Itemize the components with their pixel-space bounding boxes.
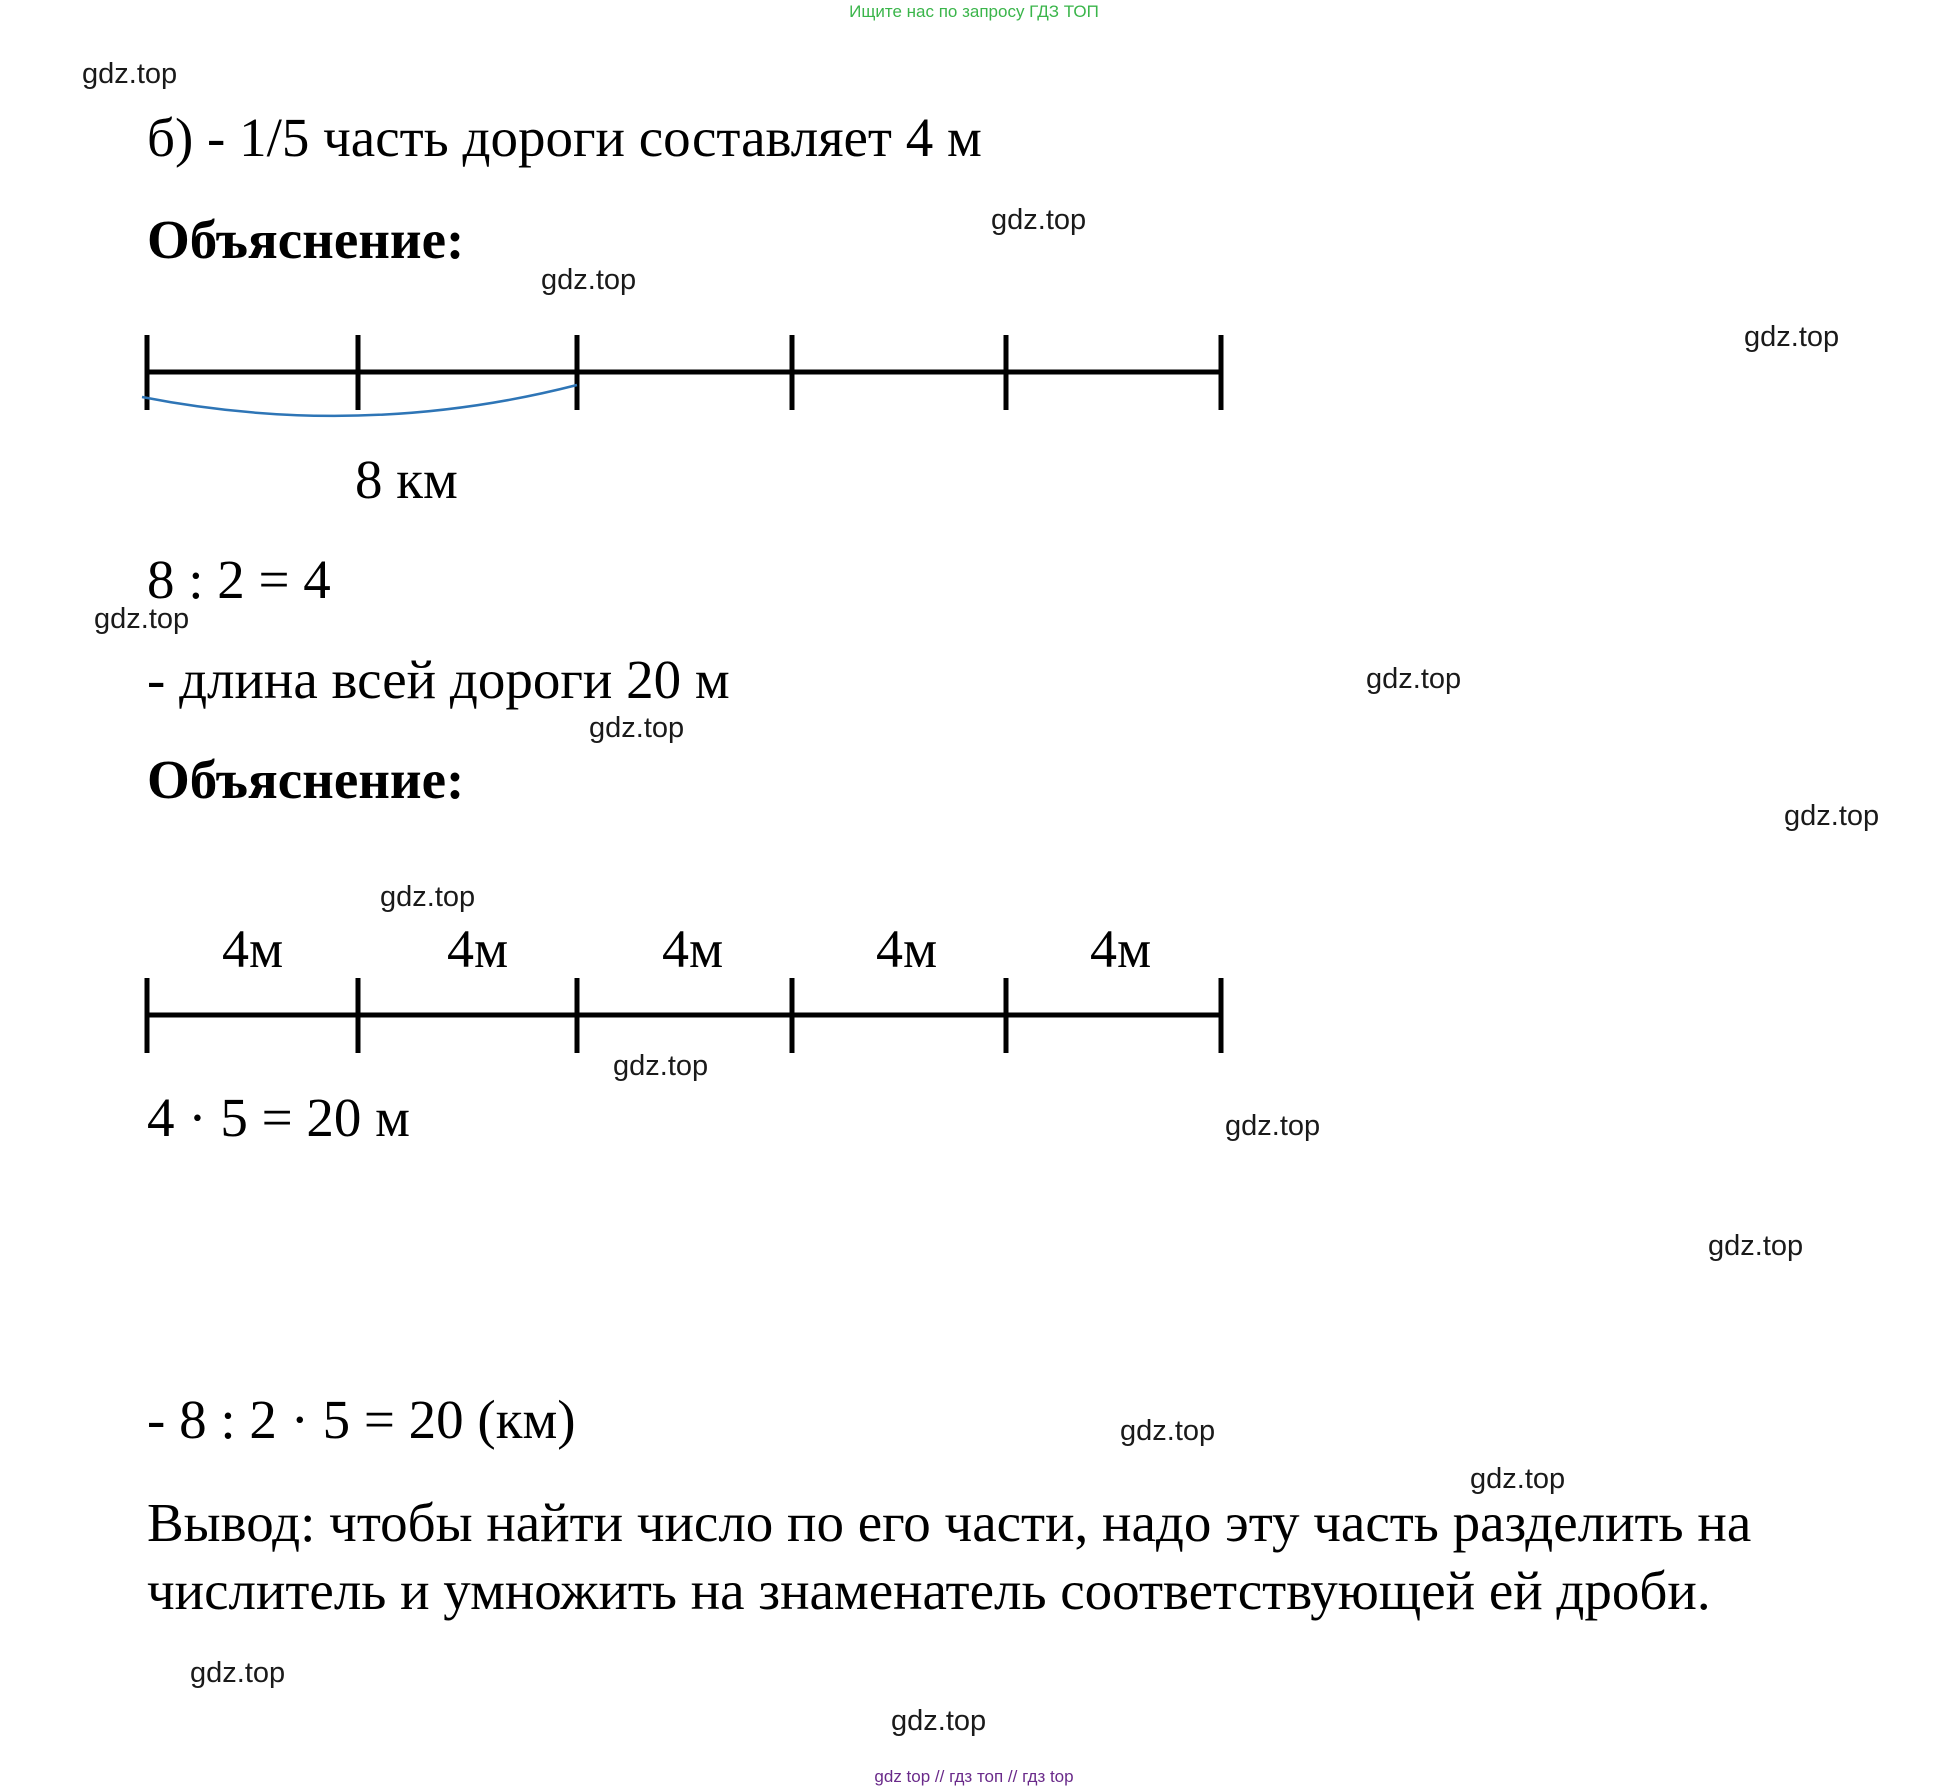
watermark: gdz.top bbox=[1225, 1110, 1321, 1142]
top-banner[interactable]: Ищите нас по запросу ГДЗ ТОП bbox=[849, 2, 1099, 21]
watermark: gdz.top bbox=[94, 603, 190, 635]
equation-3: - 8 : 2 · 5 = 20 (км) bbox=[147, 1389, 576, 1450]
watermark: gdz.top bbox=[190, 1657, 286, 1689]
watermark: gdz.top bbox=[891, 1705, 987, 1737]
equation-1: 8 : 2 = 4 bbox=[147, 549, 331, 610]
explanation-title-1: Объяснение: bbox=[147, 209, 465, 270]
segment-label: 4м bbox=[222, 919, 284, 979]
equation-2: 4 · 5 = 20 м bbox=[147, 1087, 410, 1148]
diagram-1-label: 8 км bbox=[355, 449, 458, 510]
segment-label: 4м bbox=[662, 919, 724, 979]
segment-label: 4м bbox=[447, 919, 509, 979]
watermark: gdz.top bbox=[613, 1050, 709, 1082]
watermark: gdz.top bbox=[82, 58, 178, 90]
watermark: gdz.top bbox=[589, 712, 685, 744]
total-length-line: - длина всей дороги 20 м bbox=[147, 649, 730, 710]
watermark: gdz.top bbox=[1744, 321, 1840, 353]
segment-label: 4м bbox=[876, 919, 938, 979]
watermark: gdz.top bbox=[380, 881, 476, 913]
watermark: gdz.top bbox=[1120, 1415, 1216, 1447]
watermark: gdz.top bbox=[541, 264, 637, 296]
watermark: gdz.top bbox=[991, 204, 1087, 236]
conclusion-line-1: Вывод: чтобы найти число по его части, надо эту часть разделить на bbox=[147, 1492, 1752, 1553]
conclusion-line-2: числитель и умножить на знаменатель соответствующей ей дроби. bbox=[147, 1560, 1711, 1621]
segment-label: 4м bbox=[1090, 919, 1152, 979]
part-b-heading: б) - 1/5 часть дороги составляет 4 м bbox=[147, 107, 982, 168]
footer-links[interactable]: gdz top // гдз топ // гдз top bbox=[874, 1767, 1074, 1786]
watermark: gdz.top bbox=[1708, 1230, 1804, 1262]
watermark: gdz.top bbox=[1470, 1463, 1566, 1495]
watermark: gdz.top bbox=[1784, 800, 1880, 832]
explanation-title-2: Объяснение: bbox=[147, 749, 465, 810]
watermark: gdz.top bbox=[1366, 663, 1462, 695]
